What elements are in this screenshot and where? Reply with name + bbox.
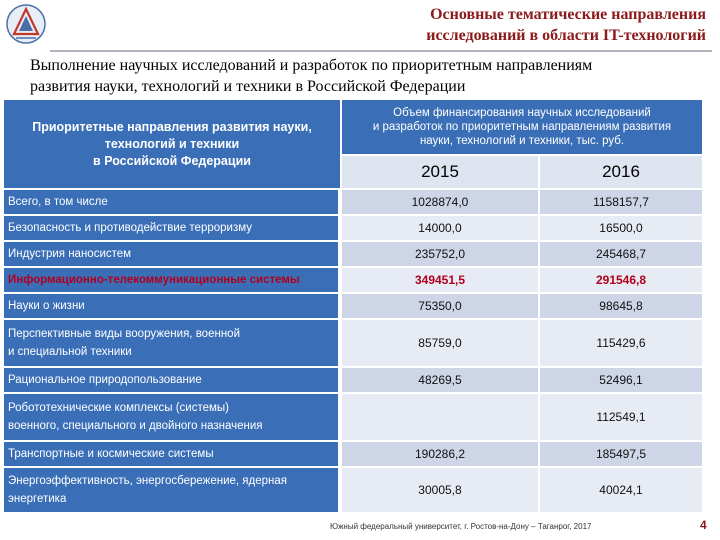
value-2016: 245468,7 [540,242,702,266]
value-2015: 30005,8 [342,468,538,512]
value-2015: 14000,0 [342,216,538,240]
table-row [4,242,702,266]
table-row-highlighted [4,268,702,292]
slide-subtitle [30,55,700,97]
value-2016: 185497,5 [540,442,702,466]
row-label: Энергоэффективность, энергосбережение, ядерная энергетика [4,468,338,512]
value-2016: 112549,1 [540,394,702,440]
funding-column-header [342,100,702,154]
table-row [4,442,702,466]
title-line-2: исследований в области IT-технологий [426,27,706,44]
row-label: Безопасность и противодействие терроризму [4,216,338,240]
table-row [4,294,702,318]
value-2016: 40024,1 [540,468,702,512]
table-row [4,320,702,366]
row-label: Робототехнические комплексы (системы) военного, специального и двойного назначения [4,394,338,440]
value-2015: 190286,2 [342,442,538,466]
value-2015: 235752,0 [342,242,538,266]
funding-header-line-1: Объем финансирования научных исследований [393,107,651,119]
funding-header-line-3: науки, технологий и техники, тыс. руб. [419,135,625,147]
value-2016: 115429,6 [540,320,702,366]
row-label: Науки о жизни [4,294,338,318]
footer-text: Южный федеральный университет, г. Ростов-на-Дону – Таганрог, 2017 [330,522,592,531]
row-label: Информационно-телекоммуникационные системы [4,268,338,292]
table-row [4,216,702,240]
value-2016: 16500,0 [540,216,702,240]
row-label: Рациональное природопользование [4,368,338,392]
year-header-2016: 2016 [540,156,702,188]
row-label: Транспортные и космические системы [4,442,338,466]
table-row [4,368,702,392]
header-divider [50,50,712,52]
year-header-2015: 2015 [342,156,538,188]
directions-header-line-2: технологий и техники [104,136,240,151]
funding-header-line-2: и разработок по приоритетным направлениям развития [372,121,672,133]
row-label: Индустрия наносистем [4,242,338,266]
table-header [4,100,702,188]
subtitle-line-2: развития науки, технологий и техники в Российской Федерации [30,78,466,95]
value-2016: 291546,8 [540,268,702,292]
slide-header [0,0,720,52]
funding-table [4,100,702,512]
directions-column-header [4,100,340,188]
page-title [286,4,706,46]
value-2015: 75350,0 [342,294,538,318]
row-label: Всего, в том числе [4,190,338,214]
page-number: 4 [700,518,707,532]
value-2015: 85759,0 [342,320,538,366]
value-2016: 52496,1 [540,368,702,392]
row-label: Перспективные виды вооружения, военной и специальной техники [4,320,338,366]
value-2015: 48269,5 [342,368,538,392]
directions-header-line-1: Приоритетные направления развития науки, [32,119,312,134]
value-2015: 349451,5 [342,268,538,292]
table-row [4,468,702,512]
subtitle-line-1: Выполнение научных исследований и разработок по приоритетным направлениям [30,57,593,74]
directions-header-line-3: в Российской Федерации [93,153,251,168]
table-row [4,190,702,214]
value-2015: 1028874,0 [342,190,538,214]
title-line-1: Основные тематические направления [430,6,706,23]
table-row [4,394,702,440]
value-2016: 1158157,7 [540,190,702,214]
value-2015 [342,394,538,440]
university-logo-icon [6,2,46,46]
value-2016: 98645,8 [540,294,702,318]
